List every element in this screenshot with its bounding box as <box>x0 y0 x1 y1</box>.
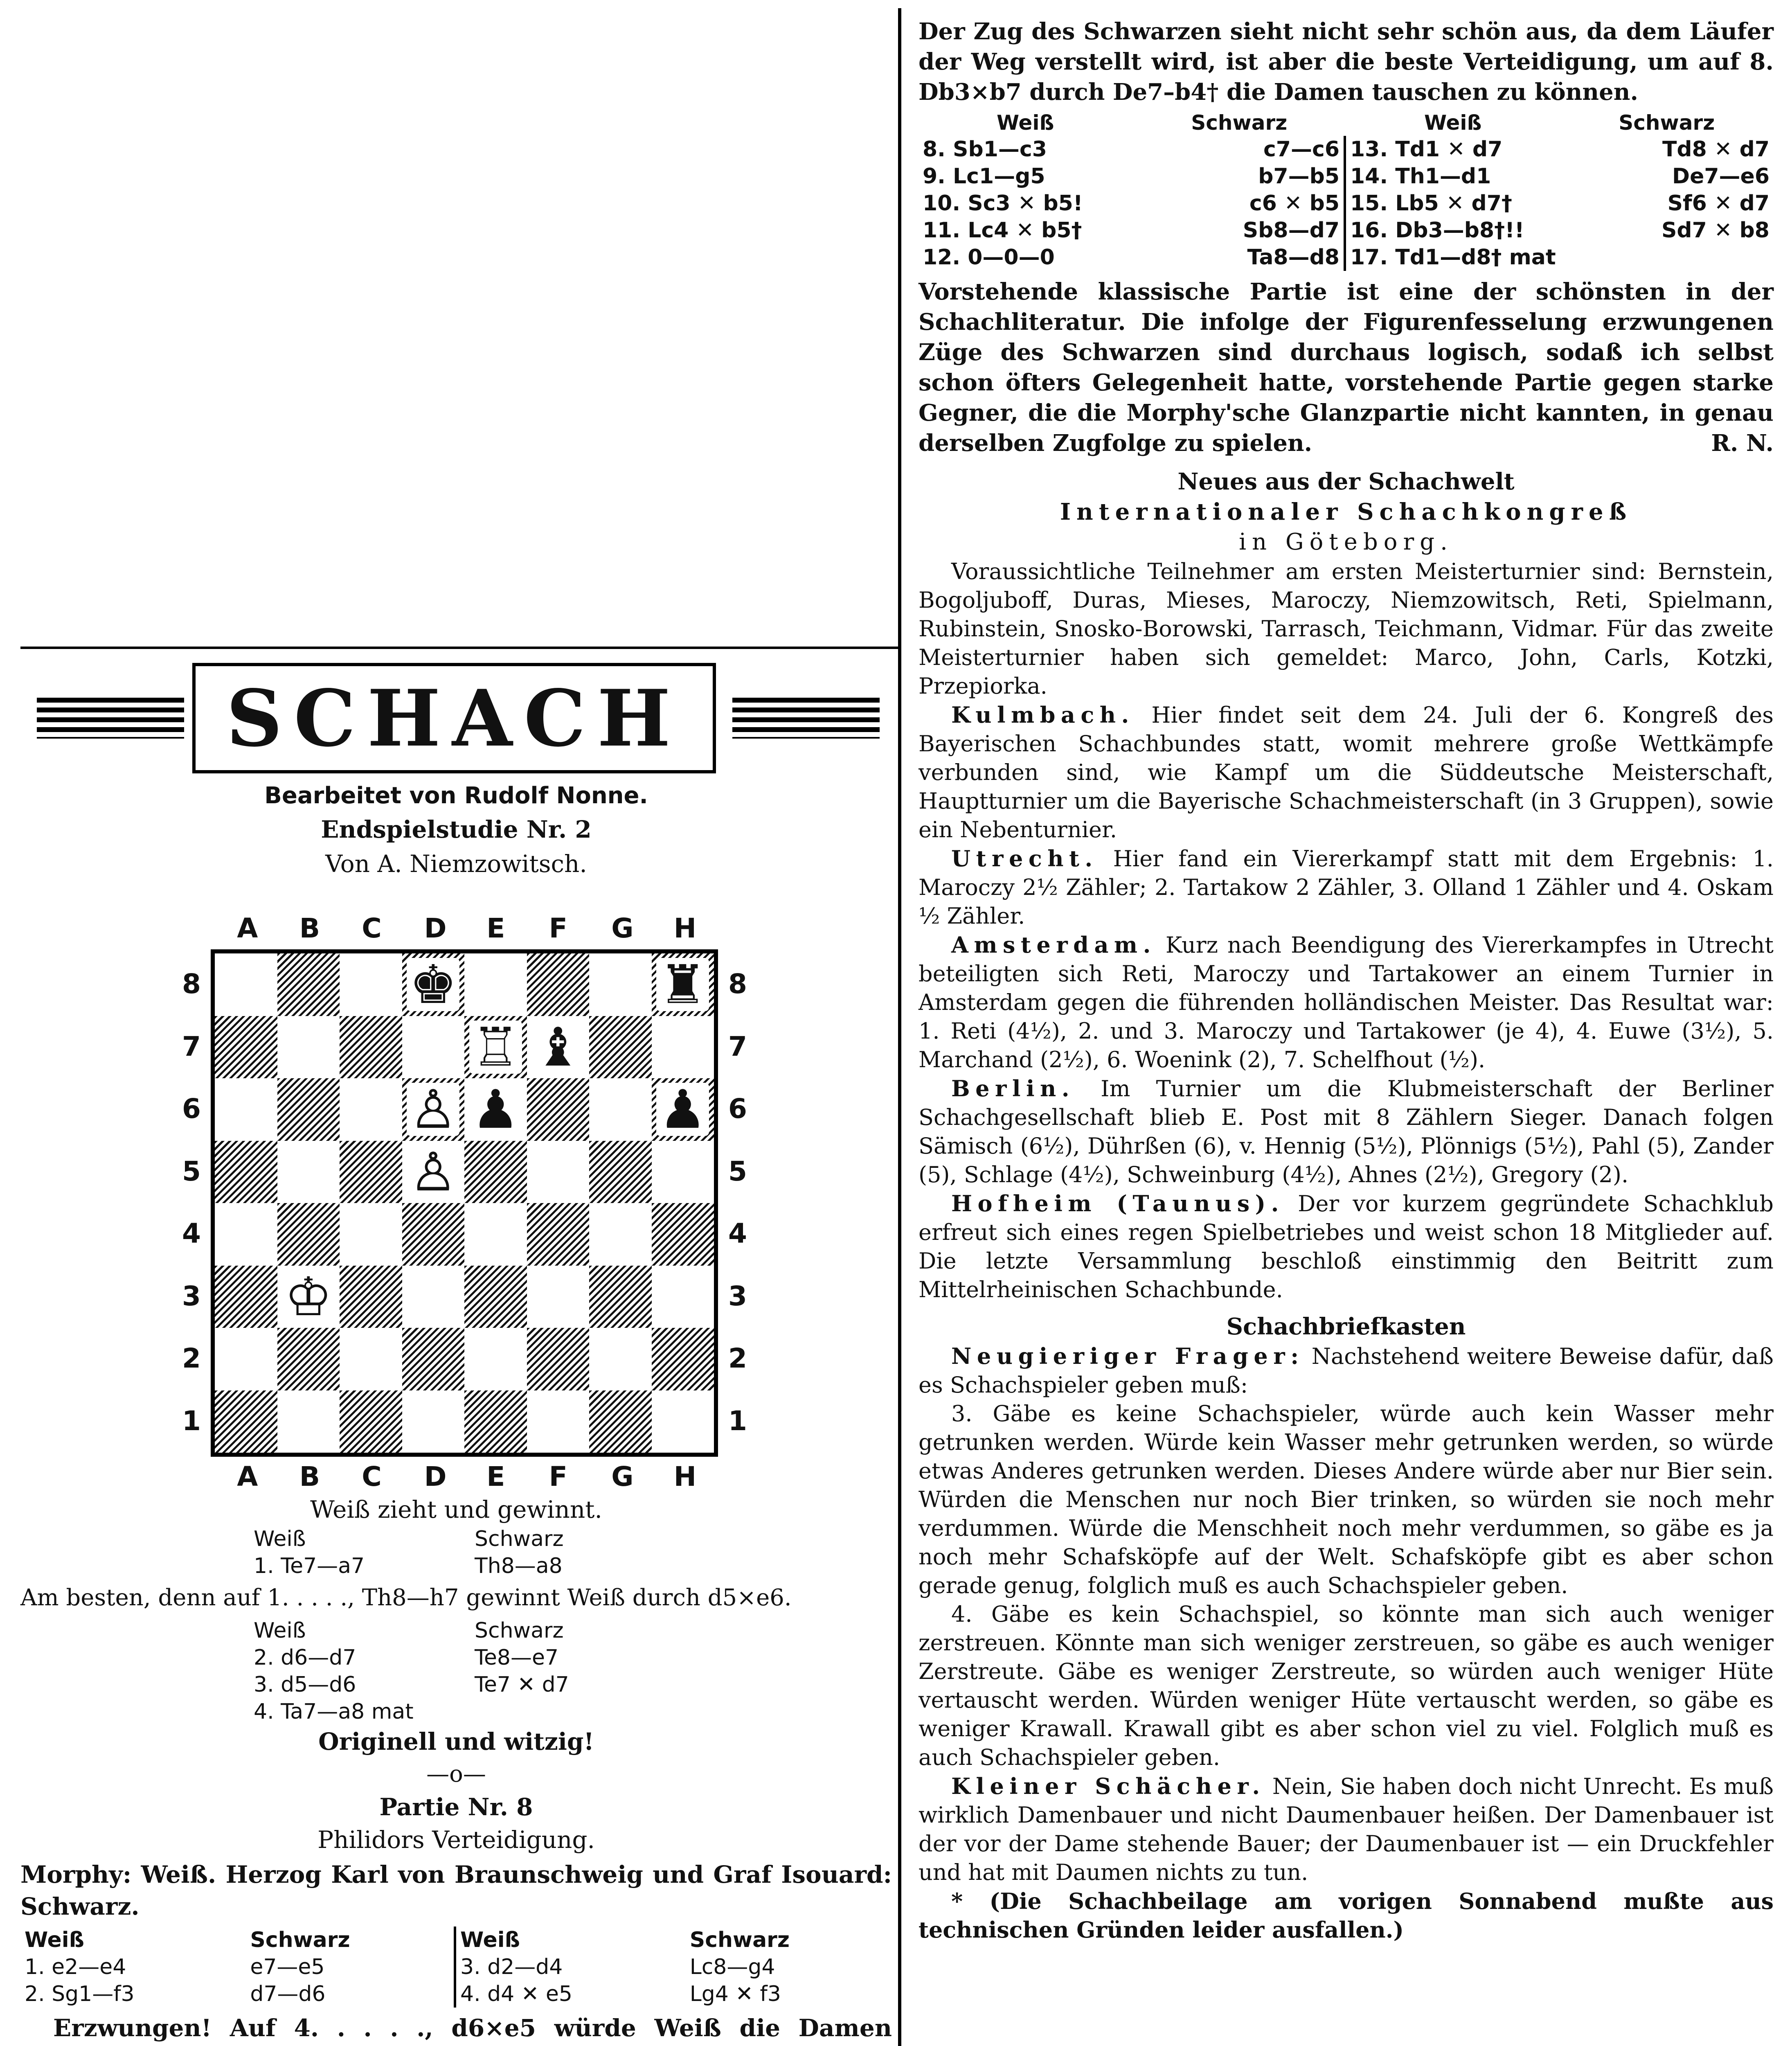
kulmbach-text: Hier findet seit dem 24. Juli der 6. Kongreß des Bayerischen Schachbundes statt, womit mehrere große Wettkämpfe verbunden sind, wie Kampf um die Süddeutsche Meisterschaft, Hauptturnier um die Bayerische Schachmeisterschaft (in 3 Gruppen), sowie ein Nebenturnier. <box>919 702 1774 843</box>
kulmbach-paragraph <box>919 701 1774 844</box>
move-black: b7—b5 <box>1258 164 1339 189</box>
file-label: H <box>673 913 696 944</box>
light-square <box>215 1203 277 1266</box>
white-king-icon: ♔ <box>277 1266 340 1328</box>
dark-square <box>277 1328 340 1390</box>
move-black: Te7 ✕ d7 <box>475 1672 569 1697</box>
frager-paragraph <box>919 1342 1774 1399</box>
rank-label: 2 <box>728 1343 747 1375</box>
file-label: D <box>424 1461 447 1492</box>
light-square <box>402 1266 465 1328</box>
move-white: 15. Lb5 ✕ d7† <box>1350 191 1512 216</box>
berlin-text: Im Turnier um die Klubmeisterschaft der Berliner Schachgesellschaft blieb E. Post mit 8 Zählern Sieger. Danach folgen Sämisch (6½), Dührßen (6), v. Hennig (5½), Plönnigs (5½), Pahl (5), Zander (5), Schlage (4½), Schweinburg (4½), Ahnes (2½), Gregory (2). <box>919 1076 1774 1187</box>
light-square <box>527 1266 590 1328</box>
dark-square <box>464 1390 527 1453</box>
light-square <box>652 1390 714 1453</box>
move-black: Td8 ✕ d7 <box>1662 137 1769 162</box>
left-column-top-rule <box>20 647 900 649</box>
move-black: Sb8—d7 <box>1243 218 1339 243</box>
light-square <box>589 1203 652 1266</box>
light-square <box>589 953 652 1016</box>
file-label: G <box>611 913 634 944</box>
reason-4-paragraph: 4. Gäbe es kein Schachspiel, so könnte man sich auch weniger zerstreuen. Könnte man sich weniger zerstreuen, so gäbe es auch weniger Zerstreute. Gäbe es weniger Zerstreute, so würden auch weniger Hüte vertauscht werden. Würden weniger Hüte vertauscht werden, so gäbe es weniger Krawall. Krawall gibt es aber schon viel zu viel. Folglich muß es auch Schachspieler geben. <box>919 1601 1774 1770</box>
dark-square <box>527 1328 590 1390</box>
briefkasten-heading: Schachbriefkasten <box>1226 1313 1466 1340</box>
col-head-black: Schwarz <box>475 1618 564 1643</box>
hofheim-text: Der vor kurzem gegründete Schachklub erfreut sich eines regen Spielbetriebes und weist schon 18 Mitglieder auf. Die letzte Versammlung beschloß einstimmig den Beitritt zum Mittelrheinischen Schachbunde. <box>919 1191 1774 1302</box>
file-label: A <box>237 1461 258 1492</box>
partie-moves-left <box>20 1927 456 2008</box>
black-pawn-icon: ♟ <box>652 1078 714 1141</box>
rank-label: 6 <box>182 1093 201 1125</box>
frager-text: Nachstehend weitere Beweise dafür, daß es Schachspieler geben muß: <box>919 1343 1774 1398</box>
amsterdam-paragraph <box>919 931 1774 1074</box>
light-square <box>340 953 402 1016</box>
frager-name: Neugieriger Frager: <box>951 1343 1304 1369</box>
light-square <box>215 1078 277 1141</box>
study-author: Von A. Niemzowitsch. <box>325 850 587 878</box>
light-square <box>402 1390 465 1453</box>
dark-square <box>402 1328 465 1390</box>
move-white: 10. Sc3 ✕ b5! <box>923 191 1083 216</box>
light-square <box>340 1328 402 1390</box>
schaecher-name: Kleiner Schächer. <box>951 1773 1265 1799</box>
goteborg-paragraph: Voraussichtliche Teilnehmer am ersten Meisterturnier sind: Bernstein, Bogoljuboff, Duras, Mieses, Maroczy, Niemzowitsch, Reti, Spielmann, Rubinstein, Snosko-Borowski, Tarrasch, Teichmann, Vidmar. Für das zweite Meisterturnier haben sich gemeldet: Marco, John, Carls, Kotzki, Przepiorka. <box>919 559 1774 699</box>
amsterdam-text: Kurz nach Beendigung des Viererkampfes in Utrecht beteiligten sich Reti, Maroczy und Tartakower an einem Turnier in Amsterdam gegen die führenden holländischen Meister. Das Resultat war: 1. Reti (4½), 2. und 3. Maroczy und Tartakower (je 4), 4. Euwe (3½), 5. Marchand (2½), 6. Woenink (2), 7. Schelfhout (½). <box>919 932 1774 1073</box>
rank-label: 8 <box>182 968 201 1000</box>
solution-table <box>250 1617 573 1725</box>
rank-label: 4 <box>182 1218 201 1250</box>
black-rook-icon: ♜ <box>652 953 714 1016</box>
move-white: 3. d5—d6 <box>254 1672 356 1697</box>
move-black: d7—d6 <box>250 1982 326 2006</box>
rank-label: 7 <box>182 1030 201 1062</box>
white-pawn-icon: ♙ <box>402 1078 465 1141</box>
masthead-box <box>192 663 716 773</box>
rank-label: 1 <box>182 1405 201 1437</box>
move-white: 9. Lc1—g5 <box>923 164 1045 189</box>
dark-square <box>215 1266 277 1328</box>
light-square <box>527 1141 590 1203</box>
rank-label: 3 <box>728 1280 747 1312</box>
dark-square <box>215 1016 277 1079</box>
closing-text: Vorstehende klassische Partie ist eine der schönsten in der Schachliteratur. Die infolge der Figurenfesselung erzwungenen Züge des Schwarzen sind durchaus logisch, sodaß ich selbst schon öfters Gelegenheit hatte, vorstehende Partie gegen starke Gegner, die die Morphy'sche Glanzpartie nicht kannten, in genau derselben Zugfolge zu spielen. <box>919 278 1774 457</box>
black-pawn-icon: ♟ <box>464 1078 527 1141</box>
kongress-title: Internationaler Schachkongreß <box>1060 498 1632 525</box>
left-column-top <box>20 780 892 881</box>
move-black <box>1623 244 1774 271</box>
move-black: Lc8—g4 <box>689 1955 775 1979</box>
move-black: Lg4 ✕ f3 <box>689 1982 781 2006</box>
light-square <box>464 1203 527 1266</box>
kulmbach-name: Kulmbach. <box>951 702 1135 728</box>
footnote-paragraph: * (Die Schachbeilage am vorigen Sonnabend mußte aus technischen Gründen leider ausfallen.) <box>919 1888 1774 1943</box>
light-square <box>340 1078 402 1141</box>
file-label: B <box>299 1461 320 1492</box>
light-square <box>277 1141 340 1203</box>
dark-square <box>652 1203 714 1266</box>
dark-square <box>215 1390 277 1453</box>
light-square <box>652 1266 714 1328</box>
col-head-white: Weiß <box>997 111 1054 135</box>
berlin-paragraph <box>919 1074 1774 1189</box>
rank-label: 5 <box>728 1155 747 1187</box>
file-label: F <box>549 913 567 944</box>
schaecher-paragraph <box>919 1772 1774 1887</box>
moves-table-header <box>919 110 1774 136</box>
file-label: A <box>237 913 258 944</box>
col-head-white: Weiß <box>254 1618 306 1643</box>
light-square <box>215 1328 277 1390</box>
solution-header <box>250 1525 568 1580</box>
light-square <box>215 953 277 1016</box>
dark-square <box>589 1390 652 1453</box>
best-paragraph: Am besten, denn auf 1. . . . ., Th8—h7 gewinnt Weiß durch d5×e6. <box>20 1584 792 1611</box>
move-white: 4. d4 ✕ e5 <box>460 1982 572 2006</box>
light-square <box>464 1328 527 1390</box>
masthead-stripes-left <box>37 698 184 739</box>
dark-square <box>277 1078 340 1141</box>
column-rule <box>898 8 901 2046</box>
dark-square <box>340 1266 402 1328</box>
col-head-black: Schwarz <box>250 1928 350 1952</box>
move-white: 3. d2—d4 <box>460 1955 563 1979</box>
dark-square <box>527 1078 590 1141</box>
move-black <box>471 1698 573 1725</box>
file-label: F <box>549 1461 567 1492</box>
dark-square <box>589 1141 652 1203</box>
dark-square <box>589 1266 652 1328</box>
dark-square <box>277 1203 340 1266</box>
file-label: C <box>362 913 382 944</box>
move-black: Sd7 ✕ b8 <box>1661 218 1769 243</box>
white-pawn-icon: ♙ <box>402 1141 465 1203</box>
move-black: Te8—e7 <box>475 1645 559 1670</box>
black-bishop-icon: ♝ <box>527 1016 590 1079</box>
light-square <box>277 1390 340 1453</box>
move-black: c6 ✕ b5 <box>1249 191 1339 216</box>
rank-label: 3 <box>182 1280 201 1312</box>
players-line: Morphy: Weiß. Herzog Karl von Braunschweig und Graf Isouard: Schwarz. <box>20 1861 892 1920</box>
dark-square <box>464 1266 527 1328</box>
right-column <box>919 16 1774 1944</box>
news-heading: Neues aus der Schachwelt <box>1177 468 1515 495</box>
move-black: De7—e6 <box>1672 164 1769 189</box>
dark-square <box>277 953 340 1016</box>
col-head-white: Weiß <box>25 1928 84 1952</box>
move-white: 11. Lc4 ✕ b5† <box>923 218 1082 243</box>
light-square <box>527 1390 590 1453</box>
dark-square <box>215 1141 277 1203</box>
intro-paragraph: Der Zug des Schwarzen sieht nicht sehr schön aus, da dem Läufer der Weg verstellt wird, ist aber die beste Verteidigung, um auf 8. Db3×b7 durch De7–b4† die Damen tauschen zu können. <box>919 16 1774 107</box>
move-white: 14. Th1—d1 <box>1350 164 1491 189</box>
light-square <box>652 1141 714 1203</box>
file-label: H <box>673 1461 696 1492</box>
masthead-title: SCHACH <box>226 672 682 764</box>
rank-label: 8 <box>728 968 747 1000</box>
amsterdam-name: Amsterdam. <box>951 932 1156 958</box>
moves-table-left <box>919 136 1346 271</box>
col-head-black: Schwarz <box>475 1527 564 1551</box>
chess-board <box>211 949 718 1457</box>
light-square <box>464 953 527 1016</box>
moves-block <box>919 136 1774 271</box>
dark-square <box>527 1203 590 1266</box>
rank-label: 4 <box>728 1218 747 1250</box>
file-label: G <box>611 1461 634 1492</box>
move-white: 2. d6—d7 <box>254 1645 356 1670</box>
utrecht-name: Utrecht. <box>951 845 1098 872</box>
move-white: 1. e2—e4 <box>25 1955 126 1979</box>
move-white: 1. Te7—a7 <box>254 1554 365 1578</box>
move-white: 8. Sb1—c3 <box>923 137 1047 162</box>
dark-square <box>589 1016 652 1079</box>
schaecher-text: Nein, Sie haben doch nicht Unrecht. Es muß wirklich Damenbauer und nicht Daumenbauer heißen. Der Damenbauer ist der vor der Dame stehende Bauer; der Daumenbauer ist — ein Druckfehler und hat mit Daumen nichts zu tun. <box>919 1773 1774 1885</box>
task-line: Weiß zieht und gewinnt. <box>310 1496 602 1523</box>
dark-square <box>527 953 590 1016</box>
left-column-bottom <box>20 1494 892 2046</box>
dark-square <box>340 1141 402 1203</box>
col-head-black: Schwarz <box>1191 111 1288 135</box>
move-white: 4. Ta7—a8 mat <box>254 1699 414 1724</box>
move-black: c7—c6 <box>1263 137 1339 162</box>
move-white: 17. Td1—d8† mat <box>1350 245 1556 270</box>
col-head-white: Weiß <box>460 1928 520 1952</box>
hofheim-name: Hofheim (Taunus). <box>951 1190 1284 1217</box>
col-head-black: Schwarz <box>689 1928 790 1952</box>
move-white: 12. 0—0—0 <box>923 245 1055 270</box>
move-white: 16. Db3—b8†!! <box>1350 218 1524 243</box>
file-label: E <box>486 1461 505 1492</box>
move-black: e7—e5 <box>250 1955 325 1979</box>
move-white: 13. Td1 ✕ d7 <box>1350 137 1503 162</box>
partie-subtitle: Philidors Verteidigung. <box>317 1826 595 1854</box>
light-square <box>589 1078 652 1141</box>
utrecht-text: Hier fand ein Viererkampf statt mit dem Ergebnis: 1. Maroczy 2½ Zähler; 2. Tartakow 2 Zähler, 3. Olland 1 Zähler und 4. Oskam ½ Zähler. <box>919 846 1774 929</box>
reason-3-paragraph: 3. Gäbe es keine Schachspieler, würde auch kein Wasser mehr getrunken werden. Würde kein Wasser mehr getrunken werden, so würde etwas Anderes getrunken werden. Dieses Andere würde aber nur Bier sein. Würden die Menschen nur noch Bier trinken, so würden sie noch mehr verdummen. Würde die Menschheit noch mehr verdummen, so gäbe es ja noch mehr Schafsköpfe auf der Welt. Schafsköpfe gibt es aber schon gerade genug, folglich muß es auch Schachspieler geben. <box>919 1401 1774 1598</box>
move-black: Ta8—d8 <box>1247 245 1339 270</box>
partie-moves-right <box>456 1927 892 2008</box>
col-head-black: Schwarz <box>1619 111 1715 135</box>
rank-label: 7 <box>728 1030 747 1062</box>
hofheim-paragraph <box>919 1189 1774 1304</box>
berlin-name: Berlin. <box>951 1075 1075 1102</box>
dark-square <box>340 1016 402 1079</box>
dark-square <box>340 1390 402 1453</box>
file-label: C <box>362 1461 382 1492</box>
light-square <box>652 1016 714 1079</box>
file-label: E <box>486 913 505 944</box>
moves-table-right <box>1346 136 1774 271</box>
forced-paragraph: Erzwungen! Auf 4. . . . ., d6×e5 würde Weiß die Damen <box>53 2014 892 2042</box>
closing-paragraph <box>919 277 1774 458</box>
separator: —o— <box>426 1761 486 1787</box>
rank-label: 6 <box>728 1093 747 1125</box>
col-head-white: Weiß <box>1424 111 1482 135</box>
utrecht-paragraph <box>919 844 1774 931</box>
light-square <box>589 1328 652 1390</box>
light-square <box>402 1016 465 1079</box>
editor-line: Bearbeitet von Rudolf Nonne. <box>264 782 648 809</box>
move-black: Th8—a8 <box>475 1554 563 1578</box>
move-white: 2. Sg1—f3 <box>25 1982 135 2006</box>
closing-signature: R. N. <box>1711 430 1774 457</box>
partie-moves-block <box>20 1927 892 2008</box>
verdict-line: Originell und witzig! <box>318 1728 594 1755</box>
rank-label: 5 <box>182 1155 201 1187</box>
masthead-stripes-right <box>732 698 880 739</box>
study-title: Endspielstudie Nr. 2 <box>321 816 592 843</box>
file-label: D <box>424 913 447 944</box>
partie-title: Partie Nr. 8 <box>379 1793 533 1821</box>
kongress-place: in Göteborg. <box>1239 529 1453 555</box>
white-rook-icon: ♖ <box>464 1016 527 1079</box>
rank-label: 1 <box>728 1405 747 1437</box>
dark-square <box>652 1328 714 1390</box>
dark-square <box>402 1203 465 1266</box>
rank-label: 2 <box>182 1343 201 1375</box>
dark-square <box>464 1141 527 1203</box>
masthead <box>20 663 892 773</box>
col-head-white: Weiß <box>254 1527 306 1551</box>
light-square <box>277 1016 340 1079</box>
black-king-icon: ♚ <box>402 953 465 1016</box>
move-black: Sf6 ✕ d7 <box>1667 191 1769 216</box>
light-square <box>340 1203 402 1266</box>
file-label: B <box>299 913 320 944</box>
